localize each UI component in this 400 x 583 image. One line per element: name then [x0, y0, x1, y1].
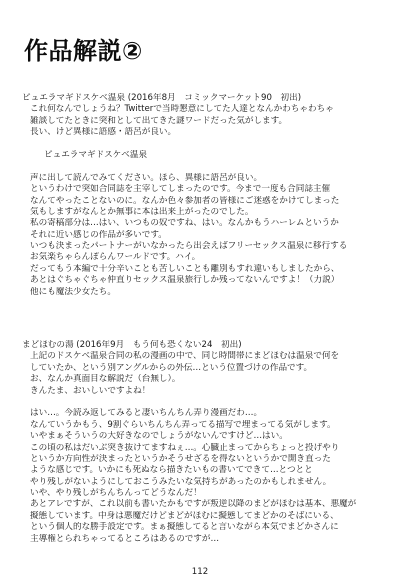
text-line: いつも決まったパートナーがいなかったら出会えばフリーセックス温泉に移行する	[30, 241, 348, 252]
text-line: お気楽ちゃらんぽらんワールドです。ハイ。	[30, 252, 201, 263]
paragraph-gap	[22, 397, 382, 408]
paragraph-gap	[22, 161, 382, 172]
text-line: というか方向性が決まったというかそうせざるを得ないというかで開き直った	[30, 453, 331, 464]
text-line: きんたま、おいしいですよね！	[30, 385, 151, 396]
text-line: あとはぐちゃぐちゃ仲直りセックス温泉旅行しか残ってないんですよ！（力説）	[30, 275, 340, 286]
text-line: 気もしますがなんとか無事に本は出来上がったのでした。	[30, 206, 254, 217]
text-line: ような感じです。いかにも死ぬなら描きたいもの書いてできて…とつとと	[30, 465, 313, 476]
page-number: 112	[191, 567, 209, 577]
text-line: 声に出して読んでみてください。ほら、異様に語呂が良い。	[30, 172, 263, 183]
text-line: なんてやったことないのに。なんか色々参加者の皆様にご迷惑をかけてしまった	[30, 195, 340, 206]
text-line: これ何なんでしょうね？Twitterで当時懇意にしてた人達となんかわちゃわちゃ	[30, 104, 334, 115]
text-line: いや、やり残しがちんちんってどうなんだ！	[30, 488, 202, 499]
text-line: していたか、という別アングルからの外伝…という位置づけの作品です。	[30, 362, 313, 373]
text-line: という個人的な勝手設定です。まぁ擬態してると言いながら本気でまどかさんに	[30, 522, 339, 533]
commentary-section-1	[22, 93, 382, 298]
commentary-section-2	[22, 340, 382, 545]
quoted-title: ピュエラマギドスケベ温泉	[44, 149, 148, 160]
text-line: はい…。今読み返してみると凄いちんちん弄り漫画だわ…。	[30, 408, 263, 419]
text-line: だってもう本編で十分辛いことも苦しいことも離別もすれ違いもしましたから、	[30, 263, 340, 274]
text-line: なんていうかもう、9割ぐらいちんちん弄ってる描写で埋まってる気がします。	[30, 419, 336, 430]
text-line: この頃の私はだいぶ突き抜けてますねぇ…。心臓止まってからちょっと投げやり	[30, 442, 340, 453]
text-line: 上記のドスケベ温泉合同の私の漫画の中で、同じ時間帯にまどほむは温泉で何を	[30, 351, 340, 362]
text-line: それに近い感じの作品が多いです。	[30, 229, 167, 240]
text-line: というわけで突如合同誌を主宰してしまったのです。今まで一度も合同誌主催	[30, 184, 331, 195]
section-heading: ピュエラマギドスケベ温泉 (2016年8月 コミックマーケット90 初出)	[22, 93, 302, 103]
text-line: やり残しがないようにしておこうみたいな気持ちがあったのかもしれません。	[30, 476, 332, 487]
text-line: 私の寄稿部分は…はい、いつもの奴ですね、はい。なんかもうハーレムというか	[30, 218, 339, 229]
page-title: 作品解説②	[24, 37, 143, 65]
text-line: お、なんか真面目な解説だ（台無し）。	[30, 374, 181, 385]
text-line: 擬態しています。中身は悪魔だけどまどがほむに擬態してまどかのそばにいる、	[30, 510, 339, 521]
text-line: あとアレですが、これ以前も書いたかもですが叛逆以降のまどがほむは基本、悪魔が	[30, 499, 357, 510]
text-line: 主導権とられちゃってるところはあるのですが…	[30, 533, 220, 544]
paragraph-gap	[22, 139, 382, 150]
text-line: 長い、けど異様に語感・語呂が良い。	[30, 127, 177, 138]
text-line: 他にも魔法少女たち。	[30, 286, 116, 297]
text-line: いやまぁそういうの大好きなのでしょうがないんですけど…はい。	[30, 431, 288, 442]
text-line: 雑談してたときに突和として出てきた謎ワードだった気がします。	[30, 115, 288, 126]
section-heading: まどほむの湯 (2016年9月 もう何も恐くない24 初出)	[22, 340, 242, 350]
